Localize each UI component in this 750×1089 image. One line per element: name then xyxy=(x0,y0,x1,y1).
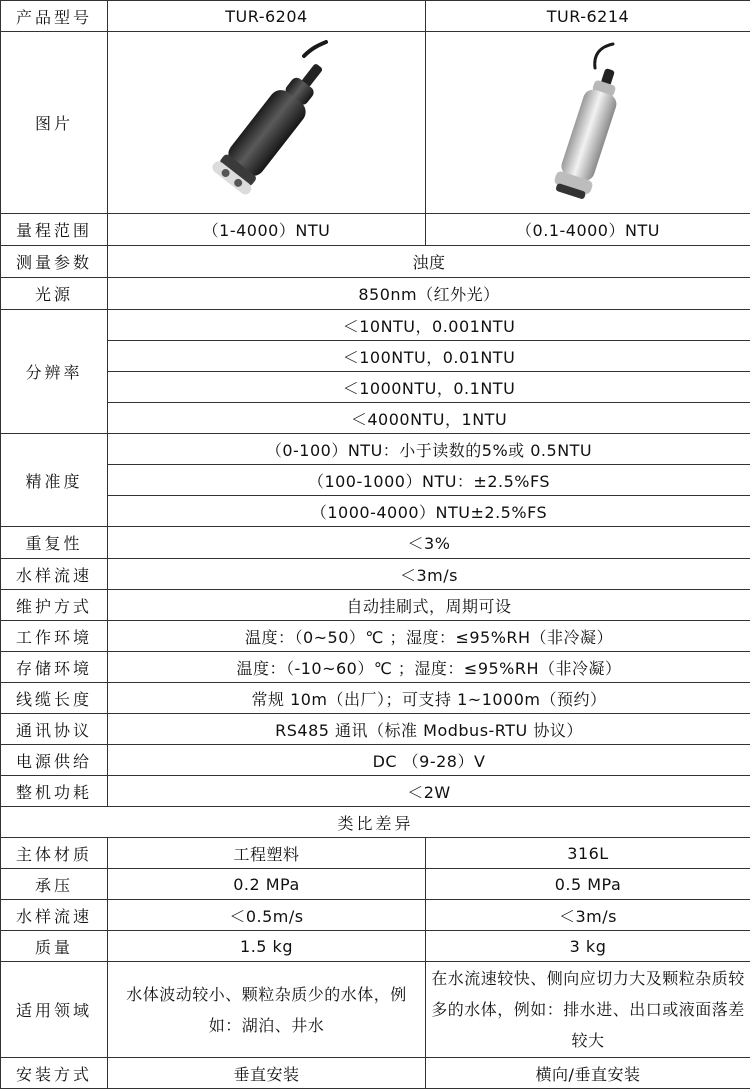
work-env-value: 温度：（0~50）℃ ；湿度：≤95%RH（非冷凝） xyxy=(108,621,750,652)
power-supply-row xyxy=(1,745,750,776)
accuracy-row xyxy=(1,434,750,465)
repeatability-label: 重复性 xyxy=(1,527,108,559)
installation-row xyxy=(1,1058,750,1089)
storage-env-value: 温度：（-10~60）℃ ；湿度：≤95%RH（非冷凝） xyxy=(108,652,750,683)
material-label: 主体材质 xyxy=(1,838,108,869)
storage-env-row xyxy=(1,652,750,683)
header-row xyxy=(1,1,750,32)
light-source-row xyxy=(1,278,750,310)
power-supply-label: 电源供给 xyxy=(1,745,108,776)
maintenance-label: 维护方式 xyxy=(1,590,108,621)
model-b-name: TUR-6214 xyxy=(426,1,750,32)
installation-model-a: 垂直安装 xyxy=(108,1058,426,1089)
resolution-row xyxy=(1,310,750,341)
weight-model-a: 1.5 kg xyxy=(108,931,426,962)
accuracy-value: （100-1000）NTU：±2.5%FS xyxy=(108,465,750,496)
material-row xyxy=(1,838,750,869)
range-label: 量程范围 xyxy=(1,214,108,246)
repeatability-row xyxy=(1,527,750,559)
range-row xyxy=(1,214,750,246)
pressure-model-b: 0.5 MPa xyxy=(426,869,750,900)
flow-rate-row xyxy=(1,559,750,590)
accuracy-value: （0-100）NTU：小于读数的5%或 0.5NTU xyxy=(108,434,750,465)
pressure-row xyxy=(1,869,750,900)
weight-model-b: 3 kg xyxy=(426,931,750,962)
weight-row xyxy=(1,931,750,962)
resolution-value: ＜4000NTU，1NTU xyxy=(108,403,750,434)
resolution-label: 分辨率 xyxy=(1,310,108,434)
range-model-b: （0.1-4000）NTU xyxy=(426,214,750,246)
protocol-row xyxy=(1,714,750,745)
flow-rate-value: ＜3m/s xyxy=(108,559,750,590)
maintenance-row xyxy=(1,590,750,621)
dark-sensor-probe-image xyxy=(192,38,342,208)
application-row xyxy=(1,962,750,1058)
difference-row xyxy=(1,807,750,838)
resolution-value: ＜100NTU，0.01NTU xyxy=(108,341,750,372)
parameter-row xyxy=(1,246,750,278)
flow-rate-diff-model-a: ＜0.5m/s xyxy=(108,900,426,931)
accuracy-value: （1000-4000）NTU±2.5%FS xyxy=(108,496,750,527)
weight-label: 质量 xyxy=(1,931,108,962)
maintenance-value: 自动挂刷式，周期可设 xyxy=(108,590,750,621)
accuracy-label: 精准度 xyxy=(1,434,108,527)
silver-sensor-probe-image xyxy=(513,38,663,208)
installation-label: 安装方式 xyxy=(1,1058,108,1089)
repeatability-value: ＜3% xyxy=(108,527,750,559)
picture-label: 图片 xyxy=(1,32,108,214)
power-consumption-label: 整机功耗 xyxy=(1,776,108,807)
cable-label: 线缆长度 xyxy=(1,683,108,714)
light-source-value: 850nm（红外光） xyxy=(108,278,750,310)
power-consumption-value: ＜2W xyxy=(108,776,750,807)
model-a-name: TUR-6204 xyxy=(108,1,426,32)
pressure-label: 承压 xyxy=(1,869,108,900)
material-model-b: 316L xyxy=(426,838,750,869)
model-a-picture-cell xyxy=(108,32,426,214)
cable-row xyxy=(1,683,750,714)
model-label: 产品型号 xyxy=(1,1,108,32)
application-model-b: 在水流速较快、侧向应切力大及颗粒杂质较多的水体，例如：排水进、出口或液面落差较大 xyxy=(426,962,750,1058)
cable-value: 常规 10m（出厂）；可支持 1~1000m（预约） xyxy=(108,683,750,714)
flow-rate-diff-model-b: ＜3m/s xyxy=(426,900,750,931)
resolution-value: ＜1000NTU，0.1NTU xyxy=(108,372,750,403)
work-env-label: 工作环境 xyxy=(1,621,108,652)
application-label: 适用领域 xyxy=(1,962,108,1058)
material-model-a: 工程塑料 xyxy=(108,838,426,869)
difference-header: 类比差异 xyxy=(1,807,750,838)
range-model-a: （1-4000）NTU xyxy=(108,214,426,246)
model-b-picture-cell xyxy=(426,32,750,214)
flow-rate-diff-row xyxy=(1,900,750,931)
flow-rate-label: 水样流速 xyxy=(1,559,108,590)
flow-rate-diff-label: 水样流速 xyxy=(1,900,108,931)
resolution-row xyxy=(1,372,750,403)
work-env-row xyxy=(1,621,750,652)
parameter-label: 测量参数 xyxy=(1,246,108,278)
power-consumption-row xyxy=(1,776,750,807)
resolution-value: ＜10NTU，0.001NTU xyxy=(108,310,750,341)
power-supply-value: DC （9-28）V xyxy=(108,745,750,776)
accuracy-row xyxy=(1,496,750,527)
pressure-model-a: 0.2 MPa xyxy=(108,869,426,900)
accuracy-row xyxy=(1,465,750,496)
resolution-row xyxy=(1,403,750,434)
picture-row xyxy=(1,32,750,214)
light-source-label: 光源 xyxy=(1,278,108,310)
application-model-a: 水体波动较小、颗粒杂质少的水体，例如：湖泊、井水 xyxy=(108,962,426,1058)
storage-env-label: 存储环境 xyxy=(1,652,108,683)
protocol-value: RS485 通讯（标准 Modbus-RTU 协议） xyxy=(108,714,750,745)
parameter-value: 浊度 xyxy=(108,246,750,278)
resolution-row xyxy=(1,341,750,372)
installation-model-b: 横向/垂直安装 xyxy=(426,1058,750,1089)
protocol-label: 通讯协议 xyxy=(1,714,108,745)
